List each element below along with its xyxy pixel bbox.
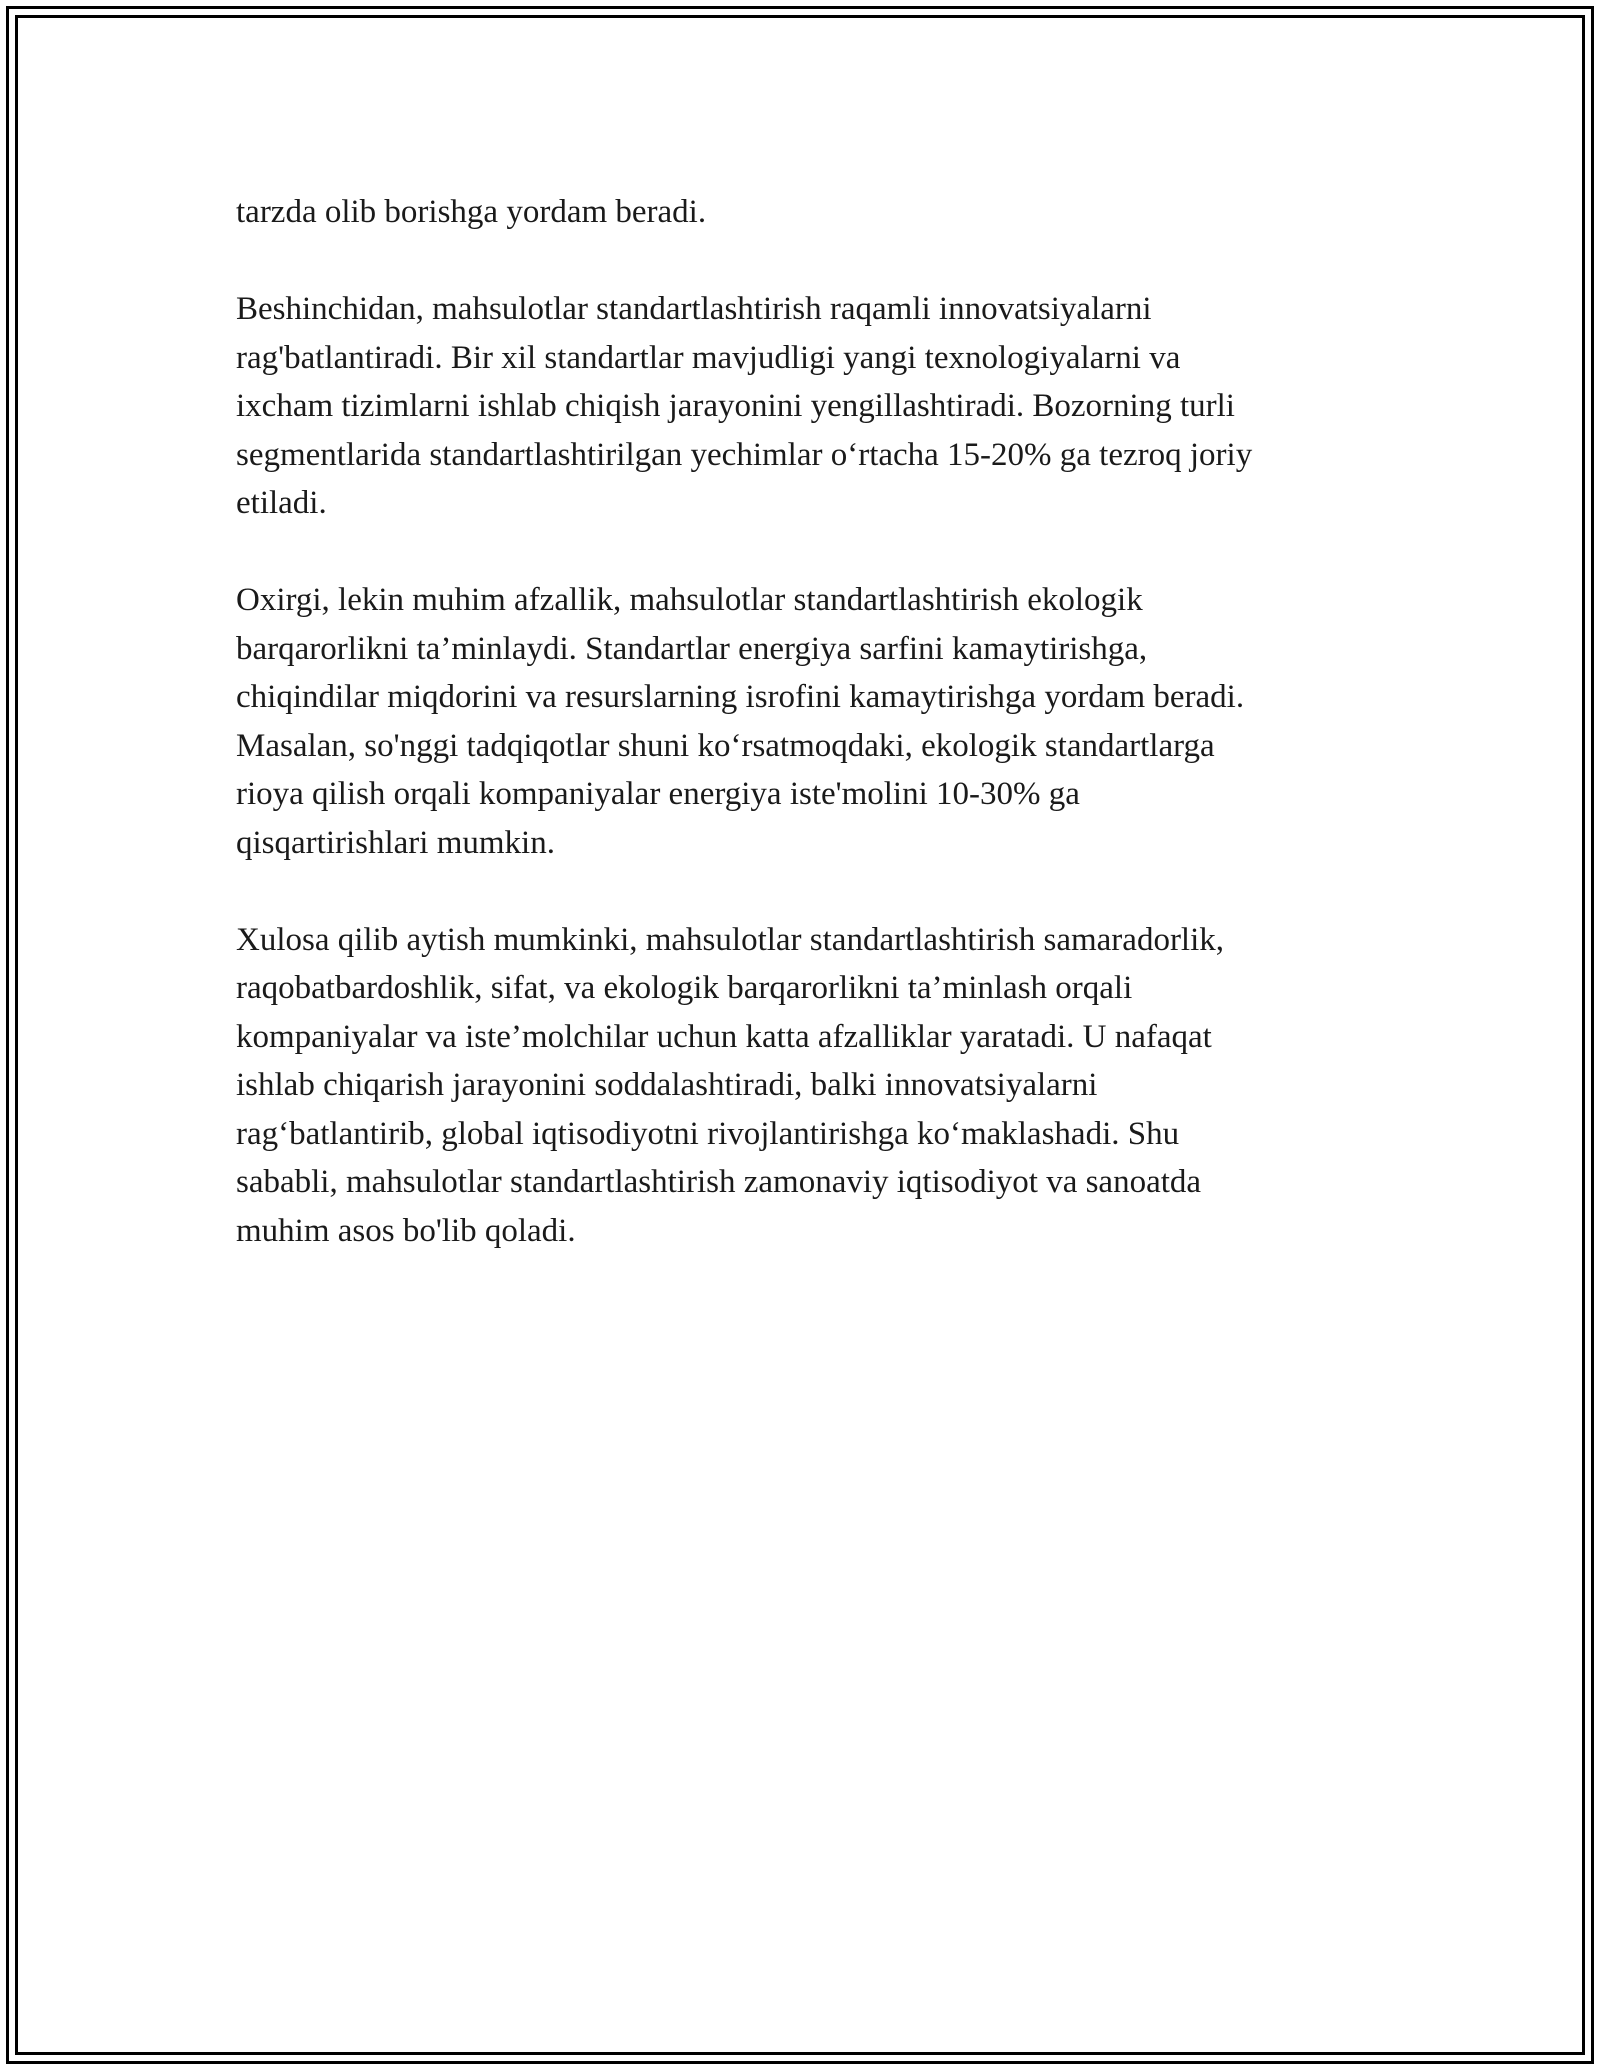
text-line: rag'batlantiradi. Bir xil standartlar mavjudligi yangi texnologiyalarni va — [236, 339, 1181, 376]
text-line: Xulosa qilib aytish mumkinki, mahsulotlar standartlashtirish samaradorlik, — [236, 921, 1225, 958]
text-line: ishlab chiqarish jarayonini soddalashtiradi, balki innovatsiyalarni — [236, 1067, 1098, 1103]
paragraph-beshinchidan — [236, 285, 1396, 528]
text-line: Beshinchidan, mahsulotlar standartlashtirish raqamli innovatsiyalarni — [236, 291, 1152, 327]
text-line: segmentlarida standartlashtirilgan yechimlar o‘rtacha 15-20% ga tezroq joriy — [236, 436, 1253, 473]
paragraph-continuation — [236, 188, 1396, 237]
text-line: chiqindilar miqdorini va resurslarning isrofini kamaytirishga yordam beradi. — [236, 679, 1245, 715]
text-line: Oxirgi, lekin muhim afzallik, mahsulotlar standartlashtirish ekologik — [236, 582, 1143, 618]
text-line: Masalan, so'nggi tadqiqotlar shuni ko‘rsatmoqdaki, ekologik standartlarga — [236, 727, 1215, 764]
text-line: sababli, mahsulotlar standartlashtirish zamonaviy iqtisodiyot va sanoatda — [236, 1164, 1202, 1200]
paragraph-xulosa — [236, 916, 1396, 1256]
text-line: rioya qilish orqali kompaniyalar energiya iste'molini 10-30% ga — [236, 776, 1080, 812]
text-line: kompaniyalar va iste’molchilar uchun katta afzalliklar yaratadi. U nafaqat — [236, 1018, 1212, 1055]
text-line: ixcham tizimlarni ishlab chiqish jarayonini yengillashtiradi. Bozorning turli — [236, 388, 1235, 424]
text-line: qisqartirishlari mumkin. — [236, 824, 555, 861]
paragraph-oxirgi — [236, 576, 1396, 867]
text-line: etiladi. — [236, 485, 327, 521]
text-line: rag‘batlantirib, global iqtisodiyotni rivojlantirishga ko‘maklashadi. Shu — [236, 1115, 1180, 1152]
text-line: tarzda olib borishga yordam beradi. — [236, 194, 707, 230]
text-line: barqarorlikni ta’minlaydi. Standartlar energiya sarfini kamaytirishga, — [236, 630, 1148, 667]
text-line: raqobatbardoshlik, sifat, va ekologik barqarorlikni ta’minlash orqali — [236, 970, 1133, 1006]
text-line: muhim asos bo'lib qoladi. — [236, 1212, 576, 1249]
document-body — [236, 188, 1396, 1304]
